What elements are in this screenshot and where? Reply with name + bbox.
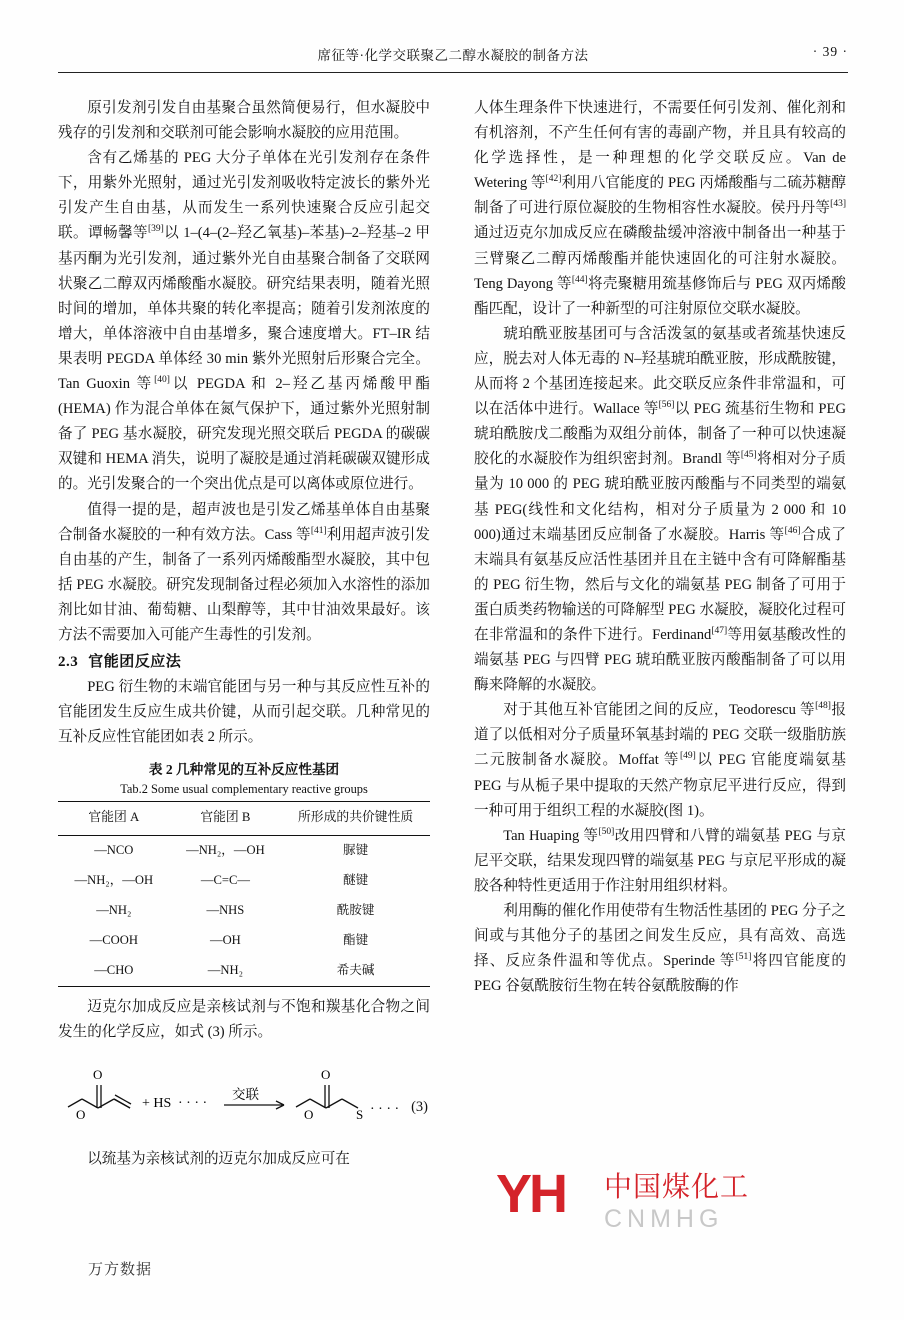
- atom-label-o: O: [321, 1067, 331, 1083]
- reference-superscript: [39]: [147, 224, 164, 235]
- reference-superscript: [46]: [784, 525, 801, 536]
- reaction-scheme-3: [58, 1051, 430, 1147]
- scheme-drawing: [58, 1051, 430, 1147]
- dots: · · · ·: [370, 1102, 400, 1118]
- cell: —OH: [209, 933, 241, 948]
- cell: —NHS: [206, 903, 245, 918]
- paragraph: 琥珀酰亚胺基团可与含活泼氢的氨基或者巯基快速反应，脱去对人体无毒的 N–羟基琥珀酰亚胺，形成酰胺键，从而将 2 个基团连接起来。此交联反应条件非常温和，可以在活体中进行。Wallace 等[56]以 PEG 巯基衍生物和 PEG 琥珀酰胺戊二酸酯为双组分前体，制备了一种可以快速凝胶化的水凝胶作为组织密封剂。Brandl 等[45]将相对分子质量为 10 000 的 PEG 琥珀酰亚胺丙酸酯与不同类型的端氨基 PEG(线性和文化结构，相对分子质量为 2 000 和 10 000)通过末端基团反应制备了水凝胶。Harris 等[46]合成了末端具有氨基反应活性基团并且在主链中含有可降解酯基的 PEG 衍生物，然后与文化的端氨基 PEG 制备了可用于蛋白质类药物输送的可降解型 PEG 水凝胶，凝胶化过程可在非常温和的条件下进行。Ferdinand[47]等用氨基酸改性的端氨基 PEG 与四臂 PEG 琥珀酰亚胺丙酸酯制备了可以用酶来降解的水凝胶。: [474, 325, 846, 694]
- reference-superscript: [43]: [830, 199, 846, 210]
- paragraph: 原引发剂引发自由基聚合虽然简便易行，但水凝胶中残存的引发剂和交联剂可能会影响水凝胶的应用范围。: [58, 100, 430, 142]
- cell: —NH₂: [96, 903, 132, 918]
- cell: —C=C—: [200, 873, 250, 888]
- cell: 希夫碱: [281, 956, 430, 987]
- reference-superscript: [42]: [545, 174, 562, 185]
- reference-superscript: [48]: [815, 701, 831, 712]
- watermark-cnmhg: [496, 1165, 836, 1251]
- atom-label-o: O: [93, 1067, 103, 1083]
- cell: —NH₂，—OH: [74, 873, 154, 888]
- reference-superscript: [49]: [679, 751, 696, 762]
- right-column: [474, 96, 846, 999]
- reference-superscript: [47]: [711, 626, 728, 637]
- paragraph: 以巯基为亲核试剂的迈克尔加成反应可在: [87, 1151, 350, 1168]
- table-row: [58, 956, 430, 987]
- running-title: 席征等·化学交联聚乙二醇水凝胶的制备方法: [317, 48, 589, 63]
- cell: 酰胺键: [336, 903, 375, 918]
- header-rule: [58, 72, 848, 73]
- table-2-block: [58, 760, 430, 987]
- reference-superscript: [44]: [571, 274, 588, 285]
- reagent-label: + HS: [142, 1096, 172, 1112]
- cell: 酯键: [343, 933, 369, 948]
- column-header: 所形成的共价键性质: [281, 802, 430, 835]
- watermark-logo-letters: YH: [496, 1164, 566, 1224]
- cell: —COOH: [89, 933, 138, 948]
- reference-superscript: [41]: [310, 525, 327, 536]
- paragraph: 人体生理条件下快速进行，不需要任何引发剂、催化剂和有机溶剂，不产生任何有害的毒副产物，并且具有较高的化学选择性，是一种理想的化学交联反应。Van de Wetering 等[42]利用八官能度的 PEG 丙烯酸酯与二硫苏糖醇制备了可进行原位凝胶的生物相容性水凝胶。侯丹丹等[43]通过迈克尔加成反应在磷酸盐缓冲溶液中制备出一种基于三臂聚乙二醇丙烯酸酯并能快速固化的可注射水凝胶。Teng Dayong 等[44]将壳聚糖用巯基修饰后与 PEG 双丙烯酸酯匹配，设计了一种新型的可注射原位交联水凝胶。: [474, 100, 847, 317]
- section-heading: [58, 650, 430, 675]
- reference-superscript: [40]: [154, 375, 170, 386]
- watermark-footer: 万方数据: [88, 1262, 153, 1278]
- paragraph: Tan Huaping 等[50]改用四臂和八臂的端氨基 PEG 与京尼平交联，结果发现四臂的端氨基 PEG 与京尼平形成的凝胶各种特性更适用于作注射用组织材料。: [474, 826, 846, 894]
- section-number: 2.3: [58, 654, 79, 671]
- cell: —NH₂，—OH: [170, 835, 282, 866]
- cell: —NCO: [58, 835, 170, 866]
- left-column: [58, 96, 430, 1172]
- atom-label-s: S: [356, 1107, 364, 1123]
- cell: —NH₂: [170, 956, 282, 987]
- paragraph: PEG 衍生物的末端官能团与另一种与其反应性互补的官能团发生反应生成共价键，从而引起交联。几种常见的互补反应性官能团如表 2 所示。: [58, 679, 430, 746]
- reference-superscript: [45]: [740, 450, 757, 461]
- reactive-groups-table: [58, 801, 430, 987]
- paragraph: 值得一提的是，超声波也是引发乙烯基单体自由基聚合制备水凝胶的一种有效方法。Cass 等[41]利用超声波引发自由基的产生，制备了一系列丙烯酸酯型水凝胶，其中包括 PEG 水凝胶。研究发现制备过程必须加入水溶性的添加剂比如甘油、葡萄糖、山梨醇等，其中甘油效果最好。该方法不需要加入可能产生毒性的引发剂。: [58, 501, 430, 643]
- page-header: [58, 44, 848, 70]
- table-row: [58, 926, 430, 956]
- column-header: 官能团 B: [170, 802, 282, 835]
- atom-label-o: O: [304, 1107, 314, 1123]
- equation-number: (3): [411, 1099, 428, 1116]
- dots: · · · ·: [178, 1096, 208, 1112]
- reference-superscript: [51]: [735, 952, 752, 963]
- watermark-company-cn: 中国煤化工: [604, 1171, 750, 1202]
- paragraph: 含有乙烯基的 PEG 大分子单体在光引发剂存在条件下，用紫外光照射，通过光引发剂吸收特定波长的紫外光引发产生自由基，从而发生一系列快速聚合反应引起交联。谭畅馨等[39]以 1–(4–(2–羟乙氧基)–苯基)–2–羟基–2 甲基丙酮为光引发剂，通过紫外光自由基聚合制备了交联网状聚乙二醇双丙烯酸酯水凝胶。研究结果表明，随着光照时间的增加，单体共聚的转化率提高；随着引发剂浓度的增大，单体溶液中自由基增多，聚合速度增大。FT–IR 结果表明 PEGDA 单体经 30 min 紫外光照射后形聚合完全。Tan Guoxin 等[40]以 PEGDA 和 2–羟乙基丙烯酸甲酯 (HEMA) 作为混合单体在氮气保护下，通过紫外光照射制备了 PEG 基水凝胶，研究发现光照交联后 PEGDA 的碳碳双键和 HEMA 消失，说明了凝胶是通过消耗碳碳双键形成的。光引发聚合的一个突出优点是可以离体或原位进行。: [58, 150, 430, 493]
- paragraph: 利用酶的催化作用使带有生物活性基团的 PEG 分子之间或与其他分子的基团之间发生反应，具有高效、高选择、反应条件温和等优点。Sperinde 等[51]将四官能度的 PEG 谷氨酰胺衍生物在转谷氨酰胺酶的作: [474, 903, 846, 995]
- cell: 醚键: [343, 873, 369, 888]
- paragraph: 迈克尔加成反应是亲核试剂与不饱和羰基化合物之间发生的化学反应，如式 (3) 所示。: [58, 999, 430, 1041]
- table-caption-cn: 表 2 几种常见的互补反应性基团: [148, 762, 340, 778]
- cell: 脲键: [281, 835, 430, 866]
- arrow-label: 交联: [232, 1087, 259, 1103]
- table-row: [58, 835, 430, 866]
- section-title: 官能团反应法: [88, 654, 182, 671]
- reference-superscript: [50]: [598, 826, 615, 837]
- table-caption-en: Tab.2 Some usual complementary reactive groups: [120, 782, 368, 797]
- cell: —CHO: [58, 956, 170, 987]
- column-header: 官能团 A: [58, 802, 170, 835]
- table-row: [58, 866, 430, 896]
- table-row: [58, 896, 430, 926]
- paragraph: 对于其他互补官能团之间的反应，Teodorescu 等[48]报道了以低相对分子质量环氧基封端的 PEG 交联一级脂肪族二元胺制备水凝胶。Moffat 等[49]以 PEG 官能度端氨基 PEG 与从栀子果中提取的天然产物京尼平进行反应，得到一种可用于组织工程的水凝胶(图 1)。: [474, 701, 846, 819]
- atom-label-o: O: [76, 1107, 86, 1123]
- reference-superscript: [56]: [658, 400, 675, 411]
- page-number: · 39 ·: [812, 44, 848, 59]
- watermark-company-en: CNMHG: [604, 1205, 724, 1233]
